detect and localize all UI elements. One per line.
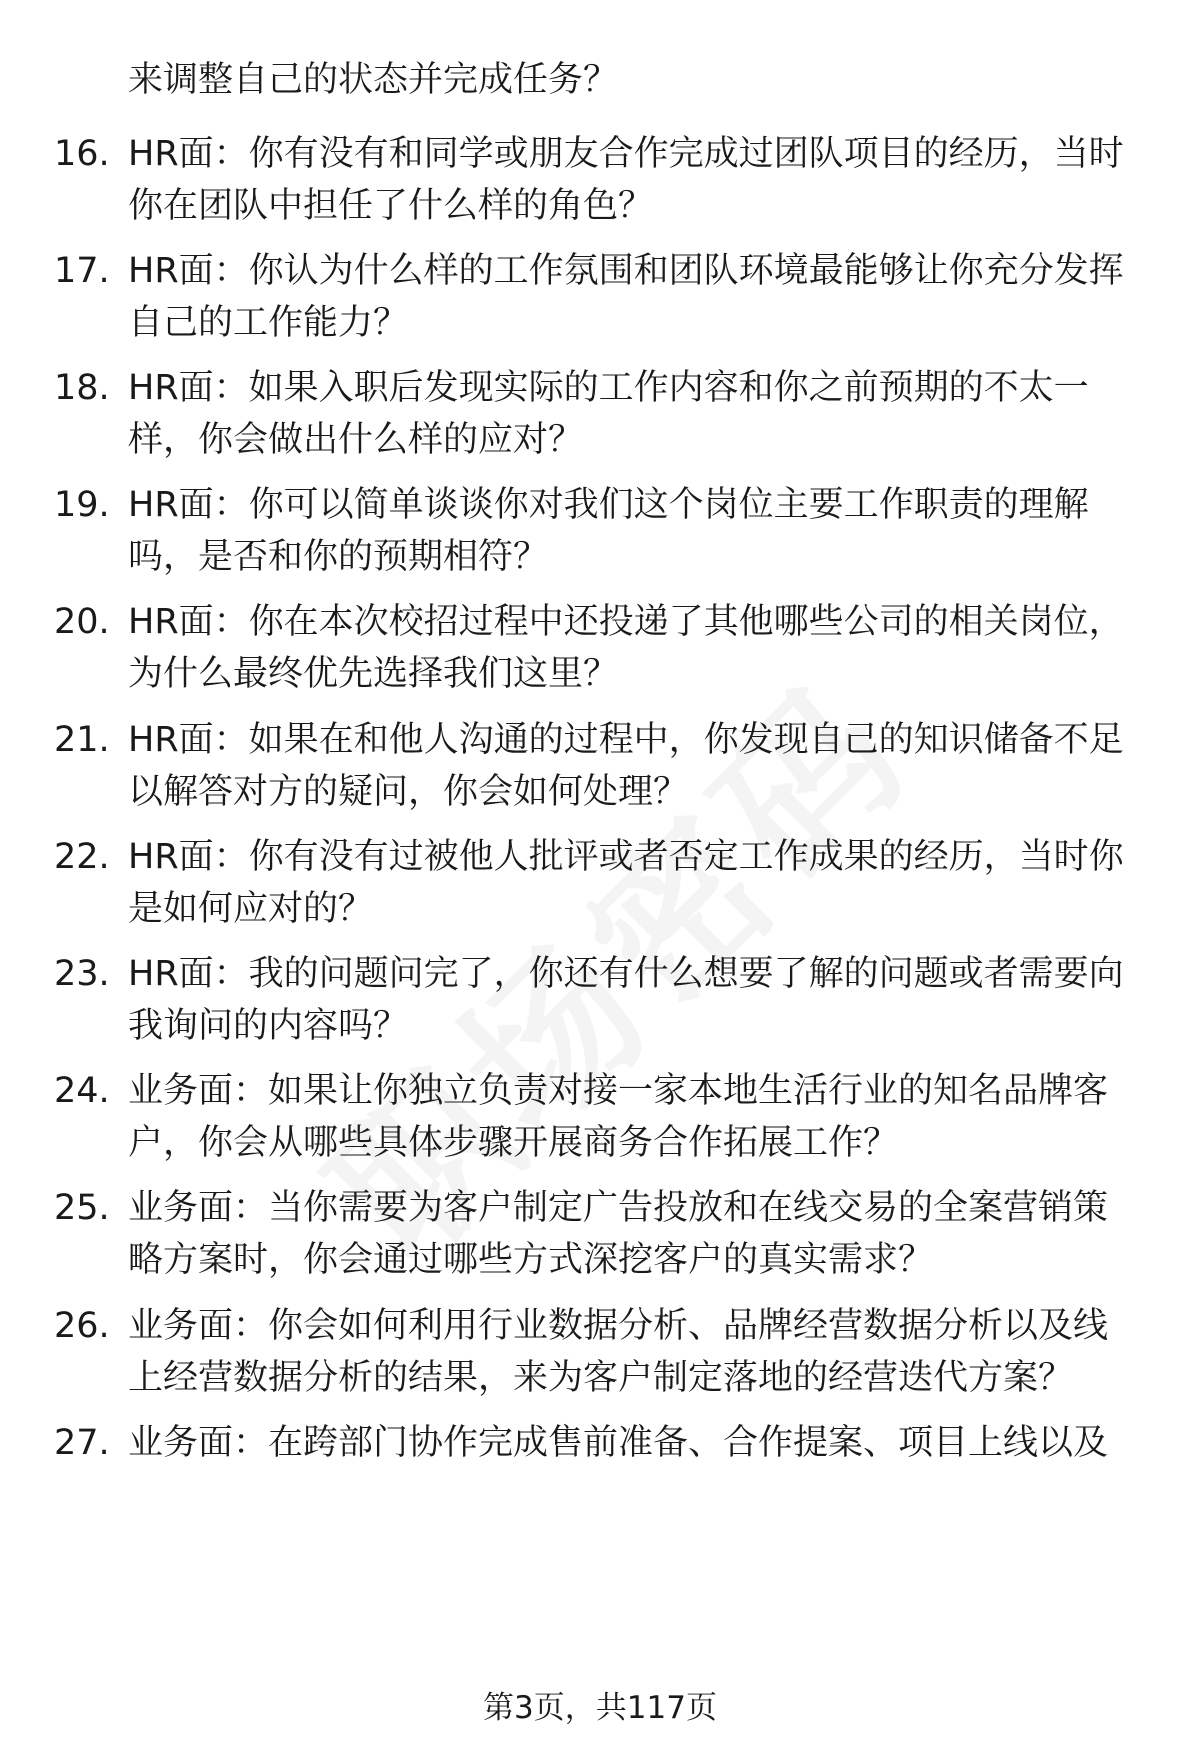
question-line: 业务面：在跨部门协作完成售前准备、合作提案、项目上线以及 — [128, 1423, 1109, 1463]
question-text — [128, 714, 1158, 818]
question-text — [128, 1300, 1158, 1404]
question-text — [128, 831, 1158, 935]
question-line: HR面：你在本次校招过程中还投递了其他哪些公司的相关岗位， — [128, 602, 1124, 642]
question-line: 业务面：当你需要为客户制定广告投放和在线交易的全案营销策 — [128, 1188, 1109, 1228]
question-line: 以解答对方的疑问，你会如何处理？ — [128, 772, 689, 812]
question-number: 21. — [54, 720, 110, 760]
question-text — [128, 1417, 1158, 1469]
page-number-footer: 第3页，共117页 — [483, 1690, 717, 1726]
question-line: 你在团队中担任了什么样的角色？ — [128, 186, 654, 226]
question-line: 上经营数据分析的结果，来为客户制定落地的经营迭代方案？ — [128, 1358, 1074, 1398]
question-line: 略方案时，你会通过哪些方式深挖客户的真实需求？ — [128, 1240, 934, 1280]
question-line: HR面：你有没有和同学或朋友合作完成过团队项目的经历，当时 — [128, 134, 1124, 174]
question-line: HR面：如果入职后发现实际的工作内容和你之前预期的不太一 — [128, 368, 1089, 408]
question-line: 自己的工作能力？ — [128, 303, 409, 343]
question-line: HR面：我的问题问完了，你还有什么想要了解的问题或者需要向 — [128, 954, 1124, 994]
question-text — [128, 245, 1158, 349]
question-line: 业务面：如果让你独立负责对接一家本地生活行业的知名品牌客 — [128, 1071, 1109, 1111]
question-line: 业务面：你会如何利用行业数据分析、品牌经营数据分析以及线 — [128, 1306, 1109, 1346]
question-line: 户，你会从哪些具体步骤开展商务合作拓展工作？ — [128, 1123, 899, 1163]
question-number: 16. — [54, 134, 110, 174]
question-number: 22. — [54, 837, 110, 877]
question-line: 我询问的内容吗？ — [128, 1006, 409, 1046]
question-text — [128, 362, 1158, 466]
question-text — [128, 1182, 1158, 1286]
question-number: 23. — [54, 954, 110, 994]
question-number: 18. — [54, 368, 110, 408]
question-number: 19. — [54, 485, 110, 525]
question-text — [128, 479, 1158, 583]
question-line: HR面：如果在和他人沟通的过程中，你发现自己的知识储备不足 — [128, 720, 1124, 760]
question-line: HR面：你有没有过被他人批评或者否定工作成果的经历，当时你 — [128, 837, 1124, 877]
question-line: 是如何应对的？ — [128, 889, 374, 929]
question-text — [128, 128, 1158, 232]
question-line: 吗，是否和你的预期相符？ — [128, 537, 549, 577]
question-line: 来调整自己的状态并完成任务？ — [128, 60, 619, 100]
question-line: 为什么最终优先选择我们这里？ — [128, 654, 619, 694]
question-line: HR面：你可以简单谈谈你对我们这个岗位主要工作职责的理解 — [128, 485, 1089, 525]
question-number: 25. — [54, 1188, 110, 1228]
question-text — [128, 1065, 1158, 1169]
question-line: HR面：你认为什么样的工作氛围和团队环境最能够让你充分发挥 — [128, 251, 1124, 291]
question-line: 样，你会做出什么样的应对？ — [128, 420, 584, 460]
question-number: 26. — [54, 1306, 110, 1346]
question-number: 24. — [54, 1071, 110, 1111]
question-text — [128, 54, 1158, 106]
question-number: 27. — [54, 1423, 110, 1463]
question-number: 20. — [54, 602, 110, 642]
question-number: 17. — [54, 251, 110, 291]
question-text — [128, 596, 1158, 700]
question-text — [128, 948, 1158, 1052]
